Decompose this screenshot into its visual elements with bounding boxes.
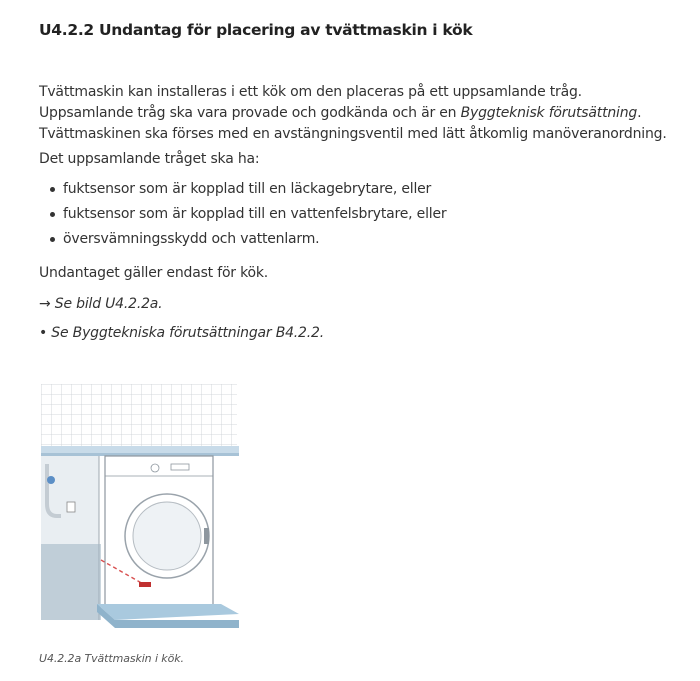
list-item: fuktsensor som är kopplad till en vattenfelsbrytare, eller [39, 202, 446, 227]
washing-machine-illustration [41, 384, 239, 646]
list-item: översvämningsskydd och vattenlarm. [39, 227, 446, 252]
intro-text-1: Tvättmaskin kan installeras i ett kök om den placeras på ett uppsamlande tråg. Uppsamlande tråg ska vara provade och godkända och är en [39, 84, 582, 121]
prerequisite-reference-link[interactable]: • Se Byggtekniska förutsättningar B4.2.2. [39, 325, 324, 341]
list-lead: Det uppsamlande tråget ska ha: [39, 151, 260, 167]
list-item: fuktsensor som är kopplad till en läckagebrytare, eller [39, 177, 446, 202]
article [39, 18, 679, 341]
intro-emphasis: Byggteknisk förutsättning [460, 105, 638, 121]
intro-text-2: . Tvättmaskinen ska förses med en avstängningsventil med lätt åtkomlig manöveranordning. [39, 105, 667, 142]
requirements-list [39, 177, 446, 252]
exception-note: Undantaget gäller endast för kök. [39, 265, 269, 281]
section-heading: U4.2.2 Undantag för placering av tvättmaskin i kök [39, 21, 473, 39]
intro-paragraph [39, 82, 679, 145]
figure-caption: U4.2.2a Tvättmaskin i kök. [39, 652, 184, 665]
figure-reference-link[interactable]: → Se bild U4.2.2a. [39, 296, 163, 312]
